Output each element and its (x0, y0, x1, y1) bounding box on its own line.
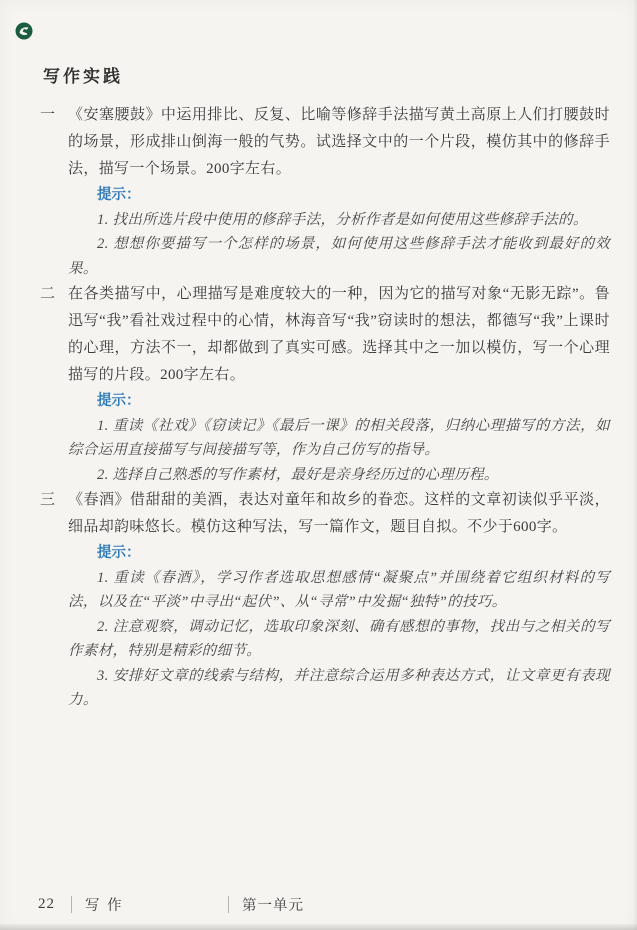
page-number: 22 (38, 896, 55, 912)
section-content (68, 487, 610, 713)
exercise-list (40, 102, 610, 713)
hint-item: 3. 安排好文章的线索与结构，并注意综合运用多种表达方式，让文章更有表现力。 (68, 667, 610, 708)
footer-unit-label: 第一单元 (242, 898, 304, 914)
scan-bottom-edge (0, 924, 637, 930)
exercise-section-3 (40, 487, 610, 713)
hint-item: 2. 选择自己熟悉的写作素材，最好是亲身经历过的心理历程。 (97, 466, 499, 483)
hint-label: 提示： (97, 545, 141, 561)
section-body-text: 在各类描写中，心理描写是难度较大的一种，因为它的描写对象“无影无踪”。鲁迅写“我”看社戏过程中的心情，林海音写“我”窃读时的想法，都德写“我”上课时的心理，方法不一，却都做到了真实可感。选择其中之一加以模仿，写一个心理描写的片段。200字左右。 (68, 286, 610, 383)
section-marker: 三 (40, 492, 56, 508)
page-title: 写作实践 (43, 67, 123, 86)
scan-right-edge (633, 0, 637, 930)
footer-divider (228, 896, 229, 913)
exercise-section-2 (40, 281, 610, 487)
hint-label: 提示： (97, 187, 141, 203)
hint-item: 2. 想想你要描写一个怎样的场景，如何使用这些修辞手法才能收到最好的效果。 (68, 236, 610, 277)
hint-item: 2. 注意观察，调动记忆，选取印象深刻、确有感想的事物，找出与之相关的写作素材，特别是精彩的细节。 (68, 618, 610, 659)
section-content (68, 102, 610, 281)
hint-label: 提示： (97, 393, 141, 409)
exercise-section-1 (40, 102, 610, 281)
publisher-book-logo-icon (15, 22, 33, 40)
section-body-text: 《安塞腰鼓》中运用排比、反复、比喻等修辞手法描写黄土高原上人们打腰鼓时的场景，形成排山倒海一般的气势。试选择文中的一个片段，模仿其中的修辞手法，描写一个场景。200字左右。 (68, 107, 610, 177)
section-marker: 二 (40, 286, 56, 302)
hint-item: 1. 重读《春酒》，学习作者选取思想感情“凝聚点”并围绕着它组织材料的写法，以及在“平淡”中寻出“起伏”、从“寻常”中发掘“独特”的技巧。 (68, 569, 610, 610)
footer-divider (71, 896, 72, 913)
footer-course-label: 写 作 (85, 898, 124, 914)
hint-item: 1. 找出所选片段中使用的修辞手法，分析作者是如何使用这些修辞手法的。 (97, 211, 588, 228)
hint-item: 1. 重读《社戏》《窃读记》《最后一课》的相关段落，归纳心理描写的方法，如综合运用直接描写与间接描写等，作为自己仿写的指导。 (68, 417, 610, 458)
section-content (68, 281, 610, 487)
page-footer (38, 894, 304, 915)
section-marker: 一 (40, 107, 56, 123)
section-body-text: 《春酒》借甜甜的美酒，表达对童年和故乡的眷恋。这样的文章初读似乎平淡，细品却韵味悠长。模仿这种写法，写一篇作文，题目自拟。不少于600字。 (68, 492, 610, 535)
